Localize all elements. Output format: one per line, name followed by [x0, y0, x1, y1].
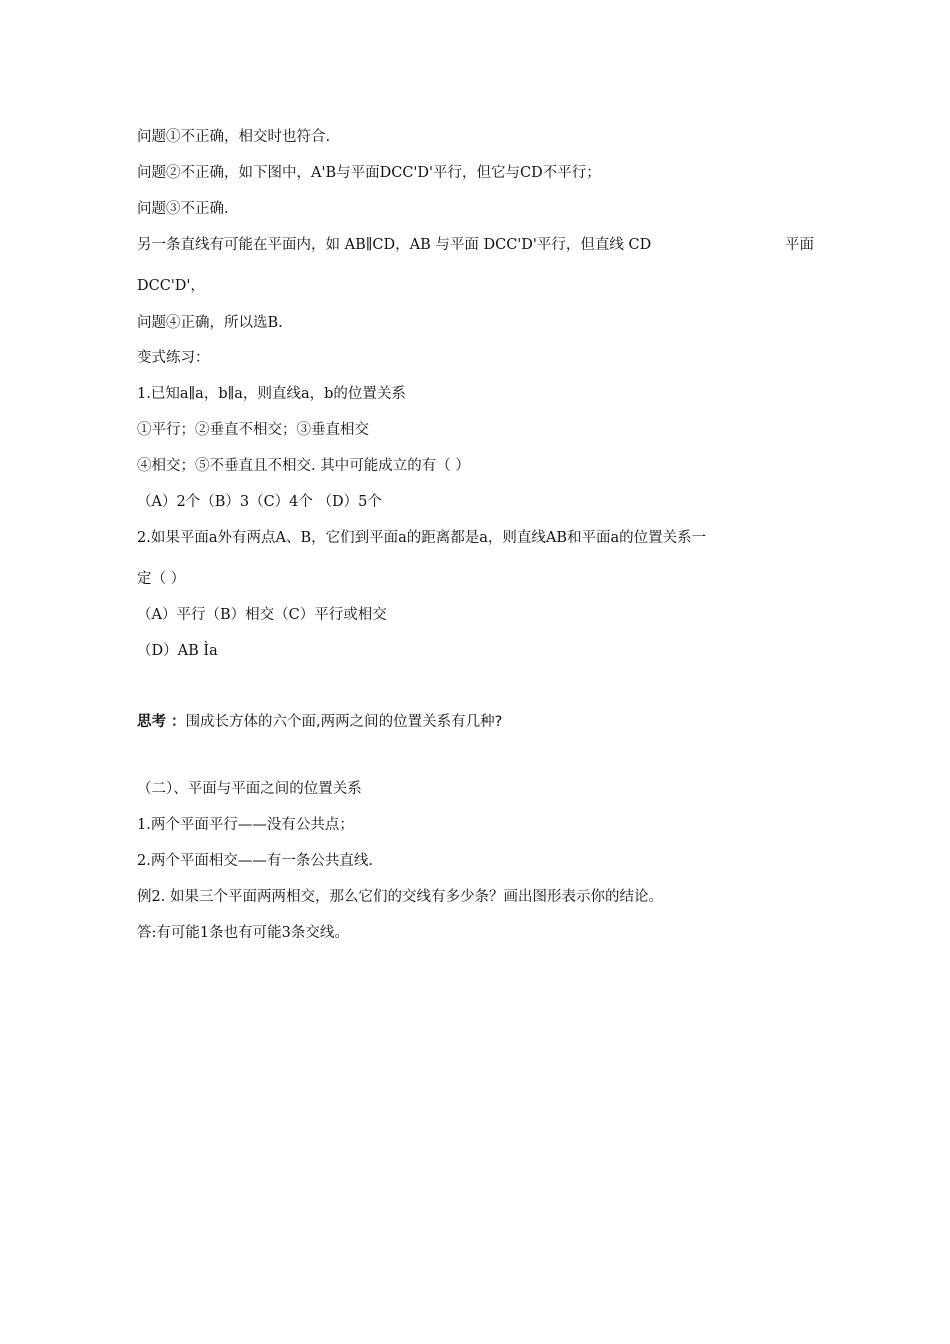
explanation-right: 平面: [785, 237, 814, 253]
text-line-planes-intersect: 2.两个平面相交——有一条公共直线.: [137, 853, 373, 869]
text-line-exercise-1-options-a: ①平行；②垂直不相交；③垂直相交: [137, 422, 369, 438]
text-line-exercise-1-choices: （A）2个（B）3（C）4个 （D）5个: [137, 494, 382, 510]
text-line-exercise-1: 1.已知a∥a，b∥a，则直线a，b的位置关系: [137, 386, 406, 402]
text-line-think: [137, 712, 502, 732]
text-line-exercise-2: 2.如果平面a外有两点A、B，它们到平面a的距离都是a，则直线AB和平面a的位置关系一: [137, 530, 707, 546]
text-line-problem-3: 问题③不正确.: [137, 201, 229, 217]
think-text: 围成长方体的六个面,两两之间的位置关系有几种?: [185, 714, 503, 730]
section-heading-plane-relations: （二）、平面与平面之间的位置关系: [137, 781, 362, 797]
text-line-answer: 答:有可能1条也有可能3条交线。: [137, 925, 349, 941]
explanation-left: 另一条直线有可能在平面内，如 AB∥CD，AB 与平面 DCC'D'平行，但直线 CD: [137, 237, 652, 253]
text-line-planes-parallel: 1.两个平面平行——没有公共点；: [137, 817, 354, 833]
text-line-problem-1: 问题①不正确，相交时也符合.: [137, 129, 331, 145]
text-line-exercise-1-options-b: ④相交；⑤不垂直且不相交. 其中可能成立的有（ ）: [137, 458, 470, 474]
text-line-exercise-2-choices-b: （D）AB Ìa: [137, 643, 218, 659]
think-label: 思考 ：: [137, 714, 186, 730]
text-line-example-2: 例2. 如果三个平面两两相交，那么它们的交线有多少条？画出图形表示你的结论。: [137, 889, 663, 905]
text-line-problem-2: 问题②不正确，如下图中，A'B与平面DCC'D'平行，但它与CD不平行；: [137, 165, 601, 181]
text-line-exercise-2-choices-a: （A）平行（B）相交（C）平行或相交: [137, 607, 387, 623]
text-line-explanation: [137, 235, 814, 255]
text-line-exercise-2-cont: 定（ ）: [137, 571, 186, 587]
text-line-variant-heading: 变式练习：: [137, 350, 210, 366]
text-line-problem-4: 问题④正确，所以选B.: [137, 315, 283, 331]
text-line-explanation-cont: DCC'D'，: [137, 278, 205, 294]
